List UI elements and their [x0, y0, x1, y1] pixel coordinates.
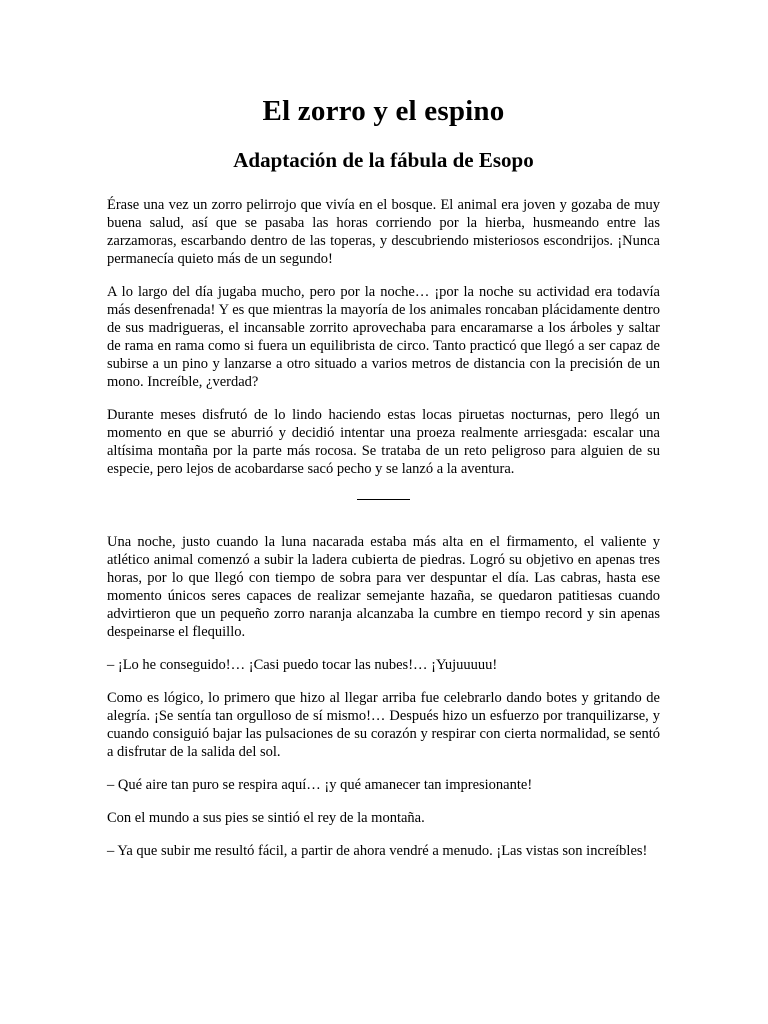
document-content: [107, 92, 660, 875]
paragraph-celebration: Como es lógico, lo primero que hizo al llegar arriba fue celebrarlo dando botes y gritando de alegría. ¡Se sentía tan orgulloso de sí mismo!… Después hizo un esfuerzo por tranquilizarse, y cuando consiguió bajar las pulsaciones de su corazón y respirar con cierta normalidad, se sentó a disfrutar de la salida del sol.: [107, 690, 660, 760]
paragraph-intro: Érase una vez un zorro pelirrojo que vivía en el bosque. El animal era joven y gozaba de muy buena salud, así que se pasaba las horas corriendo por la hierba, husmeando entre las zarzamoras, escarbando dentro de las toperas, y descubriendo misteriosos escondrijos. ¡Nunca permanecía quieto más de un segundo!: [107, 197, 660, 267]
dialogue-line-2: – Qué aire tan puro se respira aquí… ¡y qué amanecer tan impresionante!: [107, 777, 533, 793]
section-separator: [357, 499, 410, 500]
paragraph-challenge: Durante meses disfrutó de lo lindo haciendo estas locas piruetas nocturnas, pero llegó un momento en que se aburrió y decidió intentar una proeza realmente arriesgada: escalar una altísima montaña por la parte más rocosa. Se trataba de un reto peligroso para alguien de su especie, pero lejos de acobardarse sacó pecho y se lanzó a la aventura.: [107, 407, 660, 477]
paragraph-king-of-mountain: Con el mundo a sus pies se sintió el rey de la montaña.: [107, 810, 425, 826]
document-body: [107, 196, 660, 860]
dialogue-line-1: – ¡Lo he conseguido!… ¡Casi puedo tocar las nubes!… ¡Yujuuuuu!: [107, 657, 498, 673]
document-subtitle: Adaptación de la fábula de Esopo: [233, 148, 534, 172]
paragraph-night-play: A lo largo del día jugaba mucho, pero por la noche… ¡por la noche su actividad era todavía más desenfrenada! Y es que mientras la mayoría de los animales roncaban plácidamente dentro de sus madrigueras, el incansable zorrito aprovechaba para encaramarse a los árboles y saltar de rama en rama como si fuera un equilibrista de circo. Tanto practicó que llegó a ser capaz de subirse a un pino y lanzarse a otro situado a varios metros de distancia con la precisión de un mono. Increíble, ¿verdad?: [107, 284, 660, 390]
paragraph-climb: Una noche, justo cuando la luna nacarada estaba más alta en el firmamento, el valiente y atlético animal comenzó a subir la ladera cubierta de piedras. Logró su objetivo en apenas tres horas, por lo que llegó con tiempo de sobra para ver despuntar el día. Las cabras, hasta ese momento únicos seres capaces de realizar semejante hazaña, se quedaron patitiesas cuando advirtieron que un pequeño zorro naranja alcanzaba la cumbre en tiempo record y sin apenas despeinarse el flequillo.: [107, 534, 660, 640]
dialogue-line-3: – Ya que subir me resultó fácil, a partir de ahora vendré a menudo. ¡Las vistas son increíbles!: [107, 843, 648, 859]
document-title: El zorro y el espino: [262, 95, 505, 127]
